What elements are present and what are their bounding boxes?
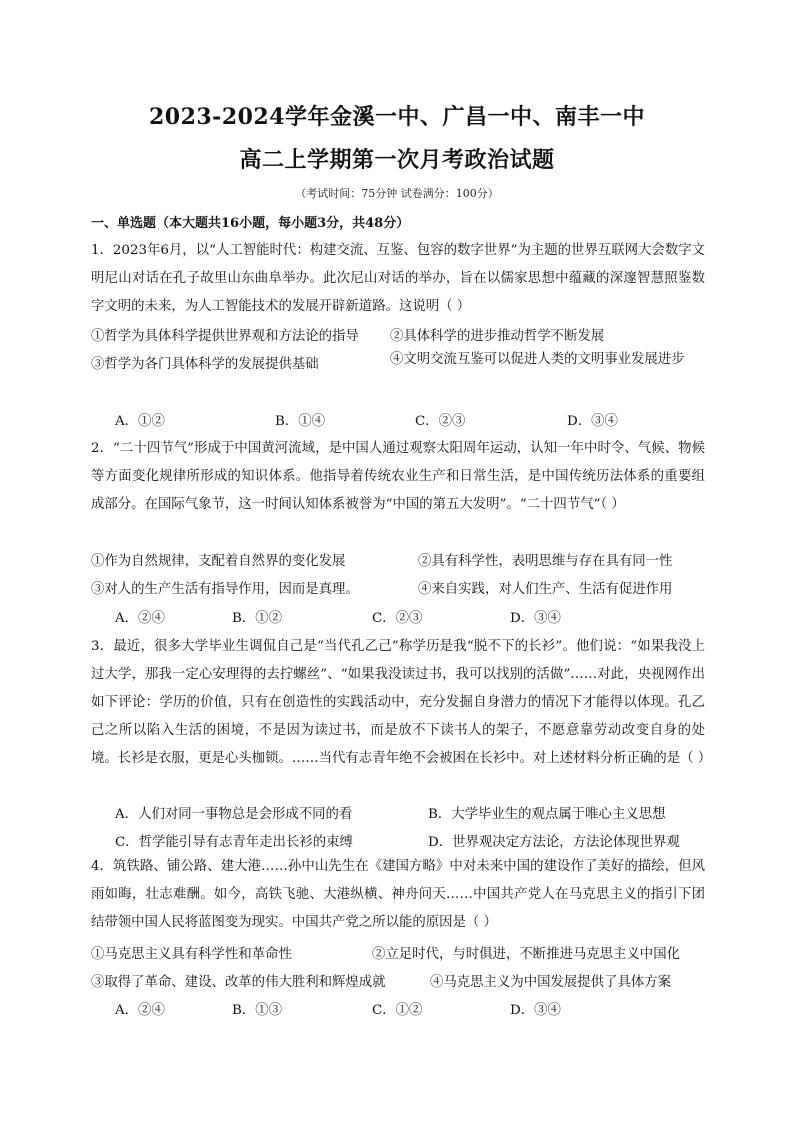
question-4-statement-4: ④马克思主义为中国发展提供了具体方案: [430, 975, 672, 990]
question-1-statement-2: ②具体科学的进步推动哲学不断发展: [390, 329, 605, 344]
question-2-statement-4: ④来自实践，对人们生产、生活有促进作用: [418, 582, 673, 597]
question-1-stem: 1．2023年6月，以“人工智能时代：构建交流、互鉴、包容的数字世界”为主题的世界互联网大会数字文明尼山对话在孔子故里山东曲阜举办。此次尼山对话的举办，旨在以儒家思想中蕴藏的深邃智慧照鉴数字文明的未来，为人工智能技术的发展开辟新道路。这说明（ ）: [91, 243, 705, 314]
exam-title-line1: 2023-2024学年金溪一中、广昌一中、南丰一中: [148, 104, 646, 130]
question-2-option-a: A．②④: [115, 611, 165, 626]
exam-title-line2: 高二上学期第一次月考政治试题: [239, 147, 555, 173]
question-1-statement-1: ①哲学为具体科学提供世界观和方法论的指导: [91, 329, 359, 344]
question-2-option-d: D．③④: [510, 611, 561, 626]
question-4-option-a: A．②④: [115, 1003, 165, 1018]
question-4-option-b: B．①③: [232, 1003, 283, 1018]
question-4-option-d: D．③④: [510, 1003, 561, 1018]
exam-subtitle: （考试时间：75分钟 试卷满分：100分）: [295, 187, 499, 200]
question-2-option-b: B．①②: [232, 611, 283, 626]
section-heading: 一、单选题（本大题共16小题，每小题3分，共48分）: [91, 216, 410, 231]
question-2-statement-1: ①作为自然规律，支配着自然界的变化发展: [91, 554, 346, 569]
question-1-option-b: B．①④: [275, 414, 326, 429]
question-3-option-c: C．哲学能引导有志青年走出长衫的束缚: [115, 835, 353, 850]
question-2-statement-2: ②具有科学性，表明思维与存在具有同一性: [418, 554, 673, 569]
question-4-statement-1: ①马克思主义具有科学性和革命性: [91, 947, 292, 962]
question-4-statement-2: ②立足时代，与时俱进，不断推进马克思主义中国化: [372, 947, 680, 962]
question-1-option-c: C．②③: [415, 414, 466, 429]
question-4-statement-3: ③取得了革命、建设、改革的伟大胜利和辉煌成就: [91, 975, 386, 990]
question-4-stem: 4．筑铁路、铺公路、建大港……孙中山先生在《建国方略》中对未来中国的建设作了美好的描绘，但风雨如晦，壮志难酬。如今，高铁飞驰、大港纵横、神舟问天……中国共产党人在马克思主义的指引下团结带领中国人民将蓝图变为现实。中国共产党之所以能的原因是（ ）: [91, 859, 705, 930]
question-1-statement-4: ④文明交流互鉴可以促进人类的文明事业发展进步: [390, 352, 685, 367]
question-3-option-b: B．大学毕业生的观点属于唯心主义思想: [428, 807, 666, 822]
question-1-option-d: D．③④: [567, 414, 618, 429]
question-2-stem: 2．“二十四节气”形成于中国黄河流域，是中国人通过观察太阳周年运动，认知一年中时令、气候、物候等方面变化规律所形成的知识体系。他指导着传统农业生产和日常生活，是中国传统历法体系的重要组成部分。在国际气象节，这一时间认知体系被誉为“中国的第五大发明”。“二十四节气”（ ）: [91, 441, 705, 512]
question-3-stem: 3．最近，很多大学毕业生调侃自己是“当代孔乙己”称学历是我“脱不下的长衫”。他们说：“如果我没上过大学，那我一定心安理得的去拧螺丝”、“如果我没读过书，我可以找别的活做”……对此，央视网作出如下评论：学历的价值，只有在创造性的实践活动中，充分发掘自身潜力的情况下才能得以体现。孔乙己之所以陷入生活的困境，不是因为读过书，而是放不下读书人的架子，不愿意靠劳动改变自身的处境。长衫是衣服，更是心头枷锁。……当代有志青年绝不会被困在长衫中。对上述材料分析正确的是（ ）: [91, 639, 712, 766]
question-1-option-a: A．①②: [115, 414, 165, 429]
question-1-statement-3: ③哲学为各门具体科学的发展提供基础: [91, 357, 319, 372]
question-4-option-c: C．①②: [372, 1003, 423, 1018]
question-2-statement-3: ③对人的生产生活有指导作用，因而是真理。: [91, 582, 359, 597]
question-3-option-d: D．世界观决定方法论，方法论体现世界观: [428, 835, 680, 850]
question-3-option-a: A．人们对同一事物总是会形成不同的看: [115, 807, 353, 822]
question-2-option-c: C．②③: [372, 611, 423, 626]
